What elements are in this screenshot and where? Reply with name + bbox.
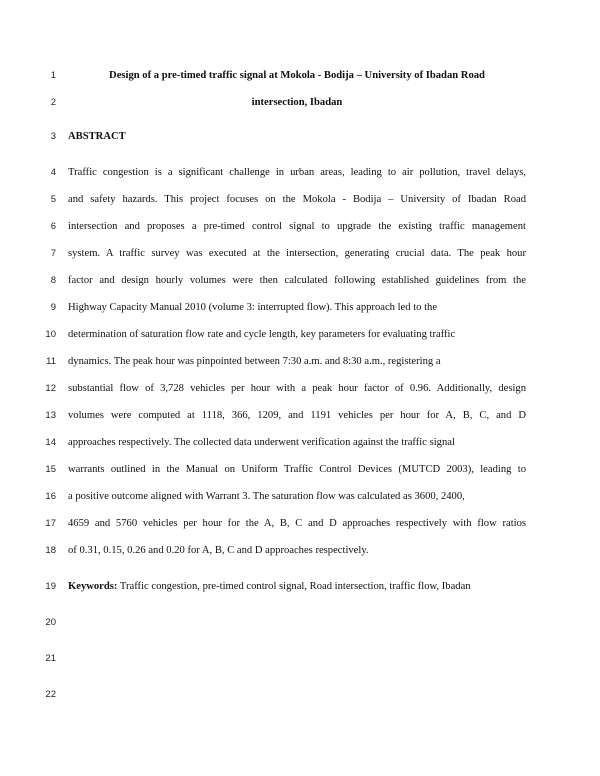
abstract-line (0, 515, 600, 533)
line-number: 10 (45, 329, 56, 340)
abstract-text: volumes were computed at 1118, 366, 1209, and 1191 vehicles per hour for A, B, C, and D (68, 410, 526, 421)
line-number: 20 (45, 617, 56, 628)
line-number: 3 (50, 131, 56, 142)
line-number: 6 (50, 221, 56, 232)
line-number: 21 (45, 653, 56, 664)
abstract-line (0, 191, 600, 209)
abstract-heading-line (0, 128, 600, 146)
abstract-line (0, 326, 600, 344)
empty-line (0, 650, 600, 668)
line-number: 7 (50, 248, 56, 259)
abstract-text: and safety hazards. This project focuses on the Mokola - Bodija – University of Ibadan Road (68, 194, 526, 205)
abstract-text: Highway Capacity Manual 2010 (volume 3: interrupted flow). This approach led to the (68, 302, 438, 313)
abstract-text: 4659 and 5760 vehicles per hour for the A, B, C and D approaches respectively with flow ratios (68, 518, 526, 529)
line-number: 18 (45, 545, 56, 556)
abstract-heading: ABSTRACT (68, 131, 126, 142)
line-number: 11 (46, 356, 56, 367)
keywords (68, 578, 526, 596)
line-number: 8 (50, 275, 56, 286)
line-number: 14 (45, 437, 56, 448)
abstract-text: warrants outlined in the Manual on Uniform Traffic Control Devices (MUTCD 2003), leading to (68, 464, 526, 475)
abstract-text: of 0.31, 0.15, 0.26 and 0.20 for A, B, C and D approaches respectively. (68, 545, 369, 556)
line-number: 19 (45, 581, 56, 592)
line-number: 15 (45, 464, 56, 475)
abstract-line (0, 461, 600, 479)
line-number: 17 (45, 518, 56, 529)
keywords-text: Traffic congestion, pre-timed control signal, Road intersection, traffic flow, Ibadan (117, 581, 471, 592)
empty-line (0, 686, 600, 704)
abstract-line (0, 164, 600, 182)
line-number: 1 (50, 70, 56, 81)
line-number: 2 (50, 97, 56, 108)
title-line-1 (0, 67, 600, 85)
abstract-line (0, 488, 600, 506)
keywords-label: Keywords: (68, 581, 118, 592)
abstract-line (0, 299, 600, 317)
abstract-line (0, 434, 600, 452)
line-number: 5 (50, 194, 56, 205)
abstract-text: Traffic congestion is a significant challenge in urban areas, leading to air pollution, travel delays, (68, 167, 526, 178)
keywords-line (0, 578, 600, 596)
title-line-2 (0, 94, 600, 112)
abstract-text: dynamics. The peak hour was pinpointed between 7:30 a.m. and 8:30 a.m., registering a (68, 356, 441, 367)
abstract-text: factor and design hourly volumes were then calculated following established guidelines from the (68, 275, 526, 286)
paper-title: Design of a pre-timed traffic signal at Mokola - Bodija – University of Ibadan Road (109, 70, 485, 81)
abstract-text: intersection and proposes a pre-timed control signal to upgrade the existing traffic management (68, 221, 526, 232)
abstract-line (0, 218, 600, 236)
abstract-line (0, 272, 600, 290)
abstract-line (0, 380, 600, 398)
abstract-text: a positive outcome aligned with Warrant 3. The saturation flow was calculated as 3600, 2400, (68, 491, 465, 502)
line-number: 9 (50, 302, 56, 313)
abstract-line (0, 542, 600, 560)
empty-line (0, 614, 600, 632)
abstract-line (0, 353, 600, 371)
line-number: 13 (45, 410, 56, 421)
abstract-line (0, 407, 600, 425)
paper-title-cont: intersection, Ibadan (251, 97, 343, 108)
line-number: 12 (45, 383, 56, 394)
abstract-text: approaches respectively. The collected data underwent verification against the traffic signal (68, 437, 455, 448)
abstract-text: system. A traffic survey was executed at the intersection, generating crucial data. The peak hour (68, 248, 526, 259)
abstract-line (0, 245, 600, 263)
line-number: 4 (50, 167, 56, 178)
abstract-text: determination of saturation flow rate and cycle length, key parameters for evaluating traffic (68, 329, 456, 340)
line-number: 22 (45, 689, 56, 700)
abstract-text: substantial flow of 3,728 vehicles per hour with a peak hour factor of 0.96. Additionally, design (68, 383, 526, 394)
line-number: 16 (45, 491, 56, 502)
